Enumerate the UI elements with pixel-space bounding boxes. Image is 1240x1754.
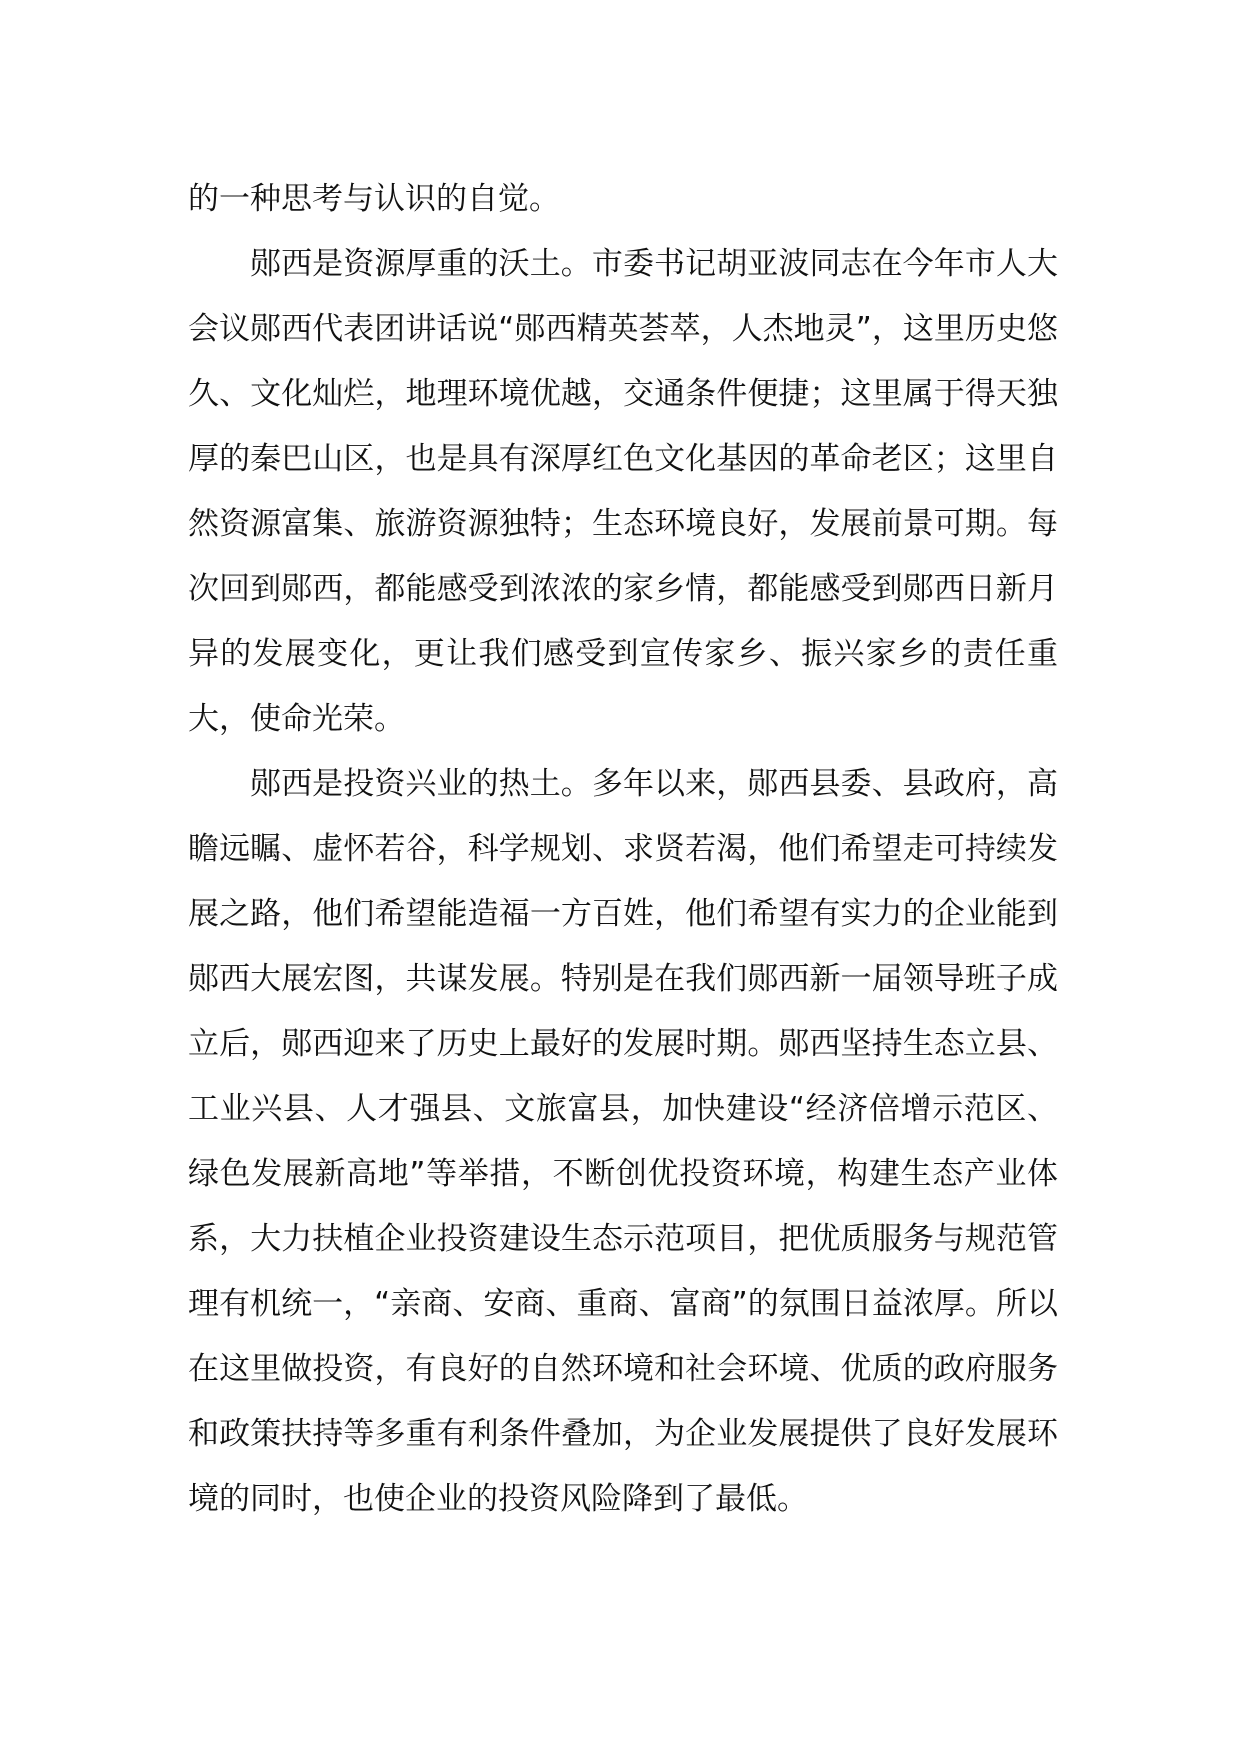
paragraph-resources: 郧西是资源厚重的沃土。市委书记胡亚波同志在今年市人大会议郧西代表团讲话说“郧西精英荟萃，人杰地灵”，这里历史悠久、文化灿烂，地理环境优越，交通条件便捷；这里属于得天独厚的秦巴山区，也是具有深厚红色文化基因的革命老区；这里自然资源富集、旅游资源独特；生态环境良好，发展前景可期。每次回到郧西，都能感受到浓浓的家乡情，都能感受到郧西日新月异的发展变化，更让我们感受到宣传家乡、振兴家乡的责任重大，使命光荣。 [188,246,1058,737]
paragraph-investment: 郧西是投资兴业的热土。多年以来，郧西县委、县政府，高瞻远瞩、虚怀若谷，科学规划、求贤若渴，他们希望走可持续发展之路，他们希望能造福一方百姓，他们希望有实力的企业能到郧西大展宏图，共谋发展。特别是在我们郧西新一届领导班子成立后，郧西迎来了历史上最好的发展时期。郧西坚持生态立县、工业兴县、人才强县、文旅富县，加快建设“经济倍增示范区、绿色发展新高地”等举措，不断创优投资环境，构建生态产业体系，大力扶植企业投资建设生态示范项目，把优质服务与规范管理有机统一，“亲商、安商、重商、富商”的氛围日益浓厚。所以在这里做投资，有良好的自然环境和社会环境、优质的政府服务和政策扶持等多重有利条件叠加，为企业发展提供了良好发展环境的同时，也使企业的投资风险降到了最低。 [188,766,1058,1517]
paragraph-continuation: 的一种思考与认识的自觉。 [188,181,560,217]
document-body [188,167,1058,1532]
